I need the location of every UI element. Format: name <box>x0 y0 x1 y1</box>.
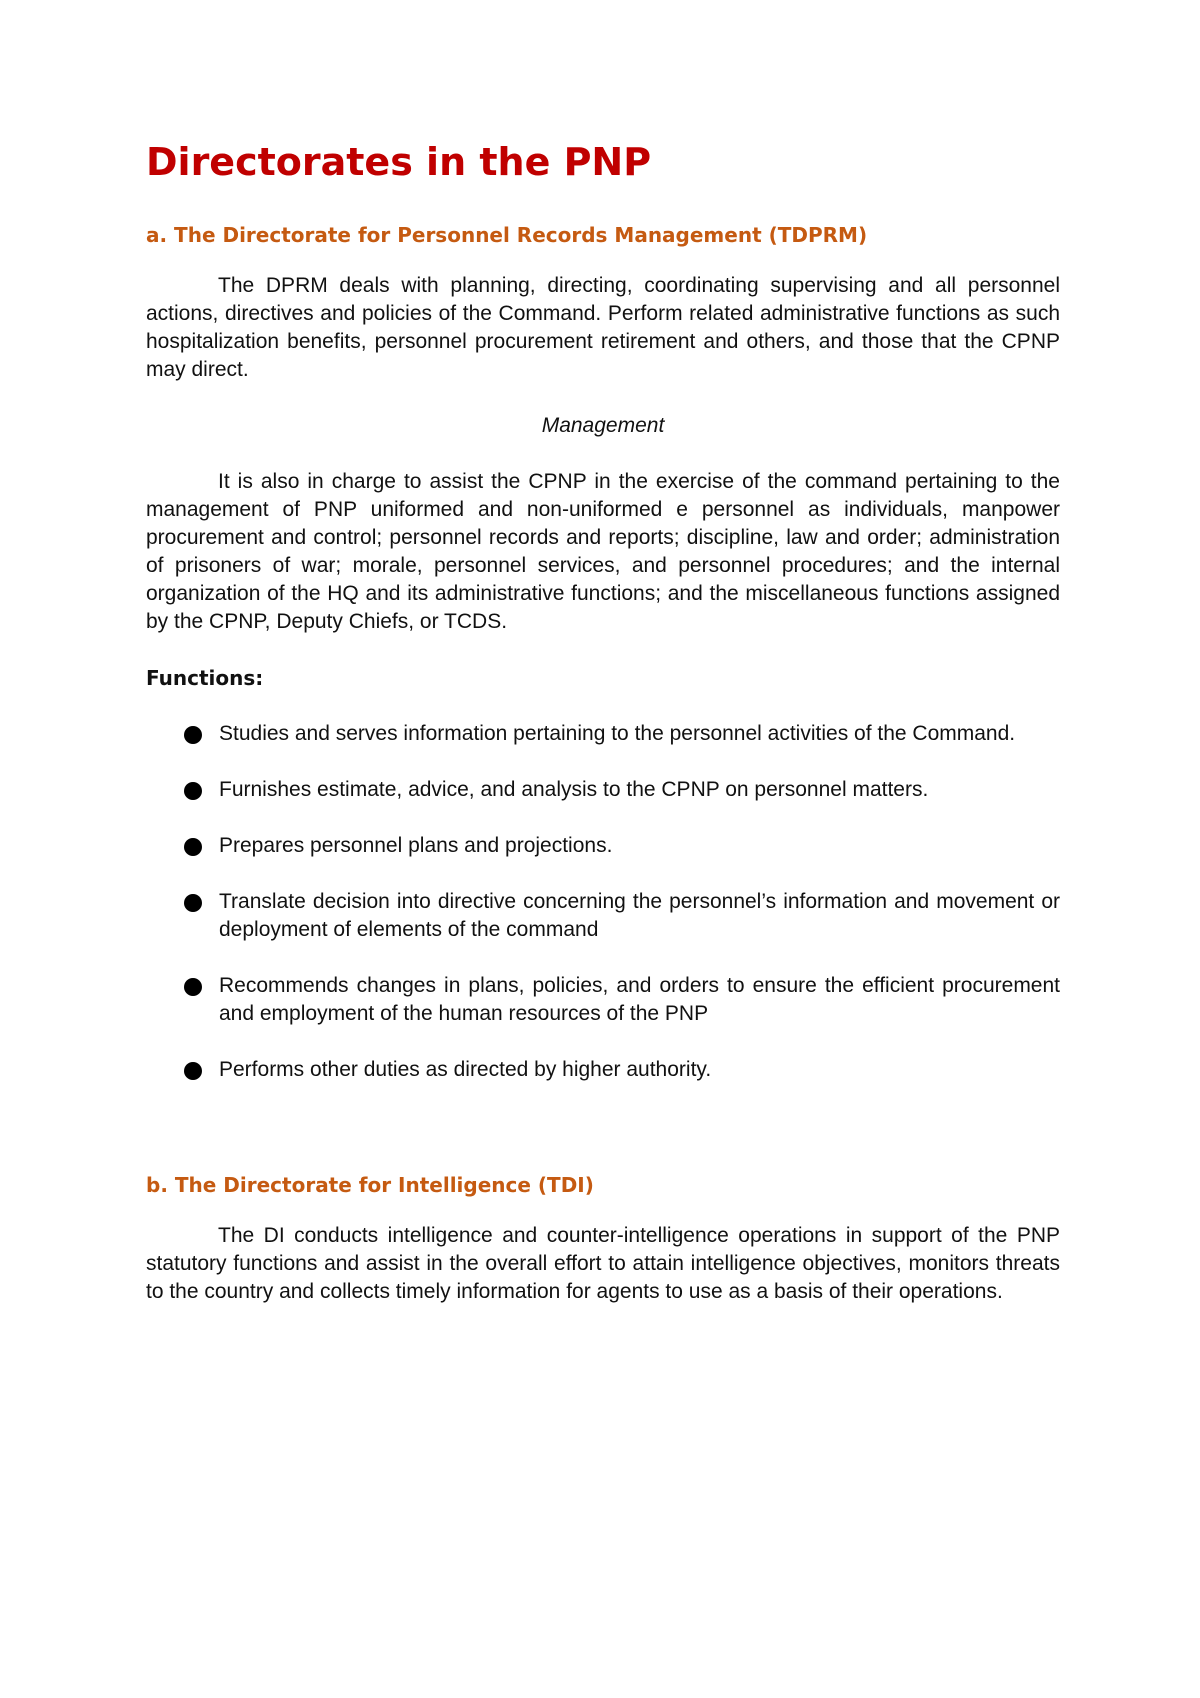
bullet-icon <box>184 894 202 912</box>
bullet-icon <box>184 726 202 744</box>
list-item-text: Studies and serves information pertaining to the personnel activities of the Command. <box>219 721 1016 745</box>
spacer <box>146 1112 1060 1172</box>
document-page <box>146 140 1060 1334</box>
management-paragraph: It is also in charge to assist the CPNP in the exercise of the command pertaining to the management of PNP uniformed and non-uniformed e personnel as individuals, manpower procurement and control; personnel records and reports; discipline, law and order; administration of prisoners of war; morale, personnel services, and personnel procedures; and the internal organization of the HQ and its administrative functions; and the miscellaneous functions assigned by the CPNP, Deputy Chiefs, or TCDS. <box>146 469 1060 633</box>
list-item <box>146 720 1060 748</box>
functions-list <box>146 720 1060 1084</box>
bullet-icon <box>184 1062 202 1080</box>
bullet-icon <box>184 838 202 856</box>
list-item-text: Recommends changes in plans, policies, and orders to ensure the efficient procurement and employment of the human resources of the PNP <box>219 973 1060 1025</box>
list-item <box>146 1056 1060 1084</box>
section-b-intro: The DI conducts intelligence and counter-intelligence operations in support of the PNP statutory functions and assist in the overall effort to attain intelligence objectives, monitors threats to the country and collects timely information for agents to use as a basis of their operations. <box>146 1223 1060 1303</box>
bullet-icon <box>184 978 202 996</box>
list-item-text: Performs other duties as directed by higher authority. <box>219 1057 712 1081</box>
list-item-text: Prepares personnel plans and projections. <box>219 833 613 857</box>
list-item-text: Furnishes estimate, advice, and analysis to the CPNP on personnel matters. <box>219 777 929 801</box>
section-b-heading: b. The Directorate for Intelligence (TDI) <box>146 1172 594 1197</box>
list-item-text: Translate decision into directive concerning the personnel’s information and movement or deployment of elements of the command <box>219 889 1060 941</box>
list-item <box>146 888 1060 944</box>
functions-label: Functions: <box>146 665 264 690</box>
section-a-heading: a. The Directorate for Personnel Records Management (TDPRM) <box>146 222 868 247</box>
section-a-intro: The DPRM deals with planning, directing, coordinating supervising and all personnel actions, directives and policies of the Command. Perform related administrative functions as such hospitalization benefits, personnel procurement retirement and others, and those that the CPNP may direct. <box>146 273 1060 381</box>
list-item <box>146 972 1060 1028</box>
management-subheading: Management <box>541 413 665 437</box>
list-item <box>146 832 1060 860</box>
document-title: Directorates in the PNP <box>146 140 652 184</box>
list-item <box>146 776 1060 804</box>
bullet-icon <box>184 782 202 800</box>
